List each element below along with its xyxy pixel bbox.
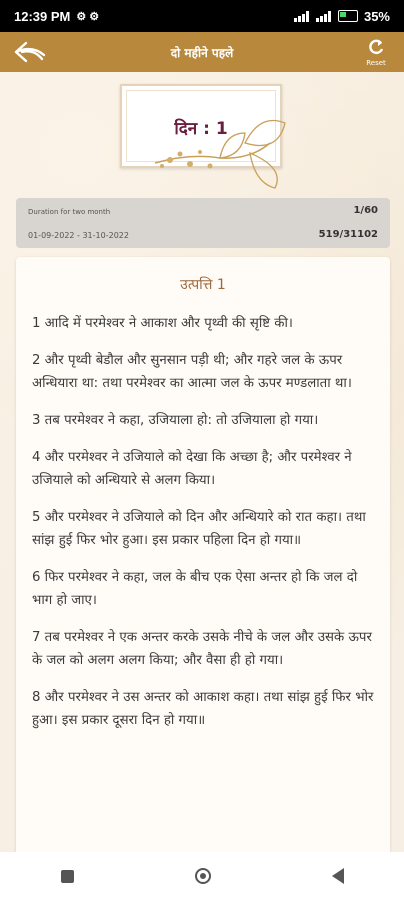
verse-item: 6 फिर परमेश्वर ने कहा, जल के बीच एक ऐसा अन्तर हो कि जल दो भाग हो जाए। [32, 570, 358, 608]
scripture-content[interactable] [16, 257, 390, 857]
verse-item: 8 और परमेश्वर ने उस अन्तर को आकाश कहा। तथा सांझ हुई फिर भोर हुआ। इस प्रकार दूसरा दिन हो गया॥ [32, 690, 374, 728]
day-count: 1/60 [353, 205, 378, 216]
verse-list [16, 312, 390, 732]
back-arrow-icon [12, 39, 48, 65]
verse-item: 5 और परमेश्वर ने उजियाले को दिन और अन्धियारे को रात कहा। तथा सांझ हुई फिर भोर हुआ। इस प्रकार पहिला दिन हो गया॥ [32, 510, 366, 548]
system-nav-bar [0, 852, 404, 900]
duration-label: Duration for two month [28, 208, 111, 216]
back-triangle-icon[interactable] [332, 868, 344, 884]
verse-item: 2 और पृथ्वी बेडौल और सुनसान पड़ी थी; और गहरे जल के ऊपर अन्धियारा था: तथा परमेश्वर का आत्मा जल के ऊपर मण्डलाता था। [32, 353, 352, 391]
reset-label: Reset [366, 59, 386, 67]
verse-item: 1 आदि में परमेश्वर ने आकाश और पृथ्वी की सृष्टि की। [32, 316, 293, 331]
signal-icon [294, 11, 310, 22]
refresh-icon [366, 37, 386, 57]
page-title: दो महीने पहले [170, 45, 234, 60]
reset-button[interactable] [358, 34, 394, 70]
notification-icons: ⚙ ⚙ [76, 10, 100, 23]
verse-count: 519/31102 [318, 229, 378, 240]
progress-summary [16, 198, 390, 248]
battery-percent: 35% [363, 8, 390, 24]
verse-item: 3 तब परमेश्वर ने कहा, उजियाला हो: तो उजियाला हो गया। [32, 413, 319, 428]
verse-item: 4 और परमेश्वर ने उजियाले को देखा कि अच्छा है; और परमेश्वर ने उजियाले को अन्धियारे से अलग किया। [32, 450, 352, 488]
day-label: दिन : 1 [174, 119, 228, 139]
chapter-title: उत्पत्ति 1 [180, 277, 226, 293]
verse-item: 7 तब परमेश्वर ने एक अन्तर करके उसके नीचे के जल और उसके ऊपर के जल को अलग अलग किया; और वैसा ही हो गया। [32, 630, 372, 668]
status-bar [0, 0, 404, 32]
status-time: 12:39 PM [14, 8, 71, 24]
app-bar [0, 32, 404, 72]
back-button[interactable] [10, 36, 50, 68]
home-icon[interactable] [195, 868, 211, 884]
signal-icon-2 [316, 11, 332, 22]
date-range: 01-09-2022 - 31-10-2022 [28, 231, 129, 240]
recents-icon[interactable] [61, 870, 74, 883]
leaf-decoration-icon [150, 108, 290, 193]
battery-icon [338, 10, 358, 22]
